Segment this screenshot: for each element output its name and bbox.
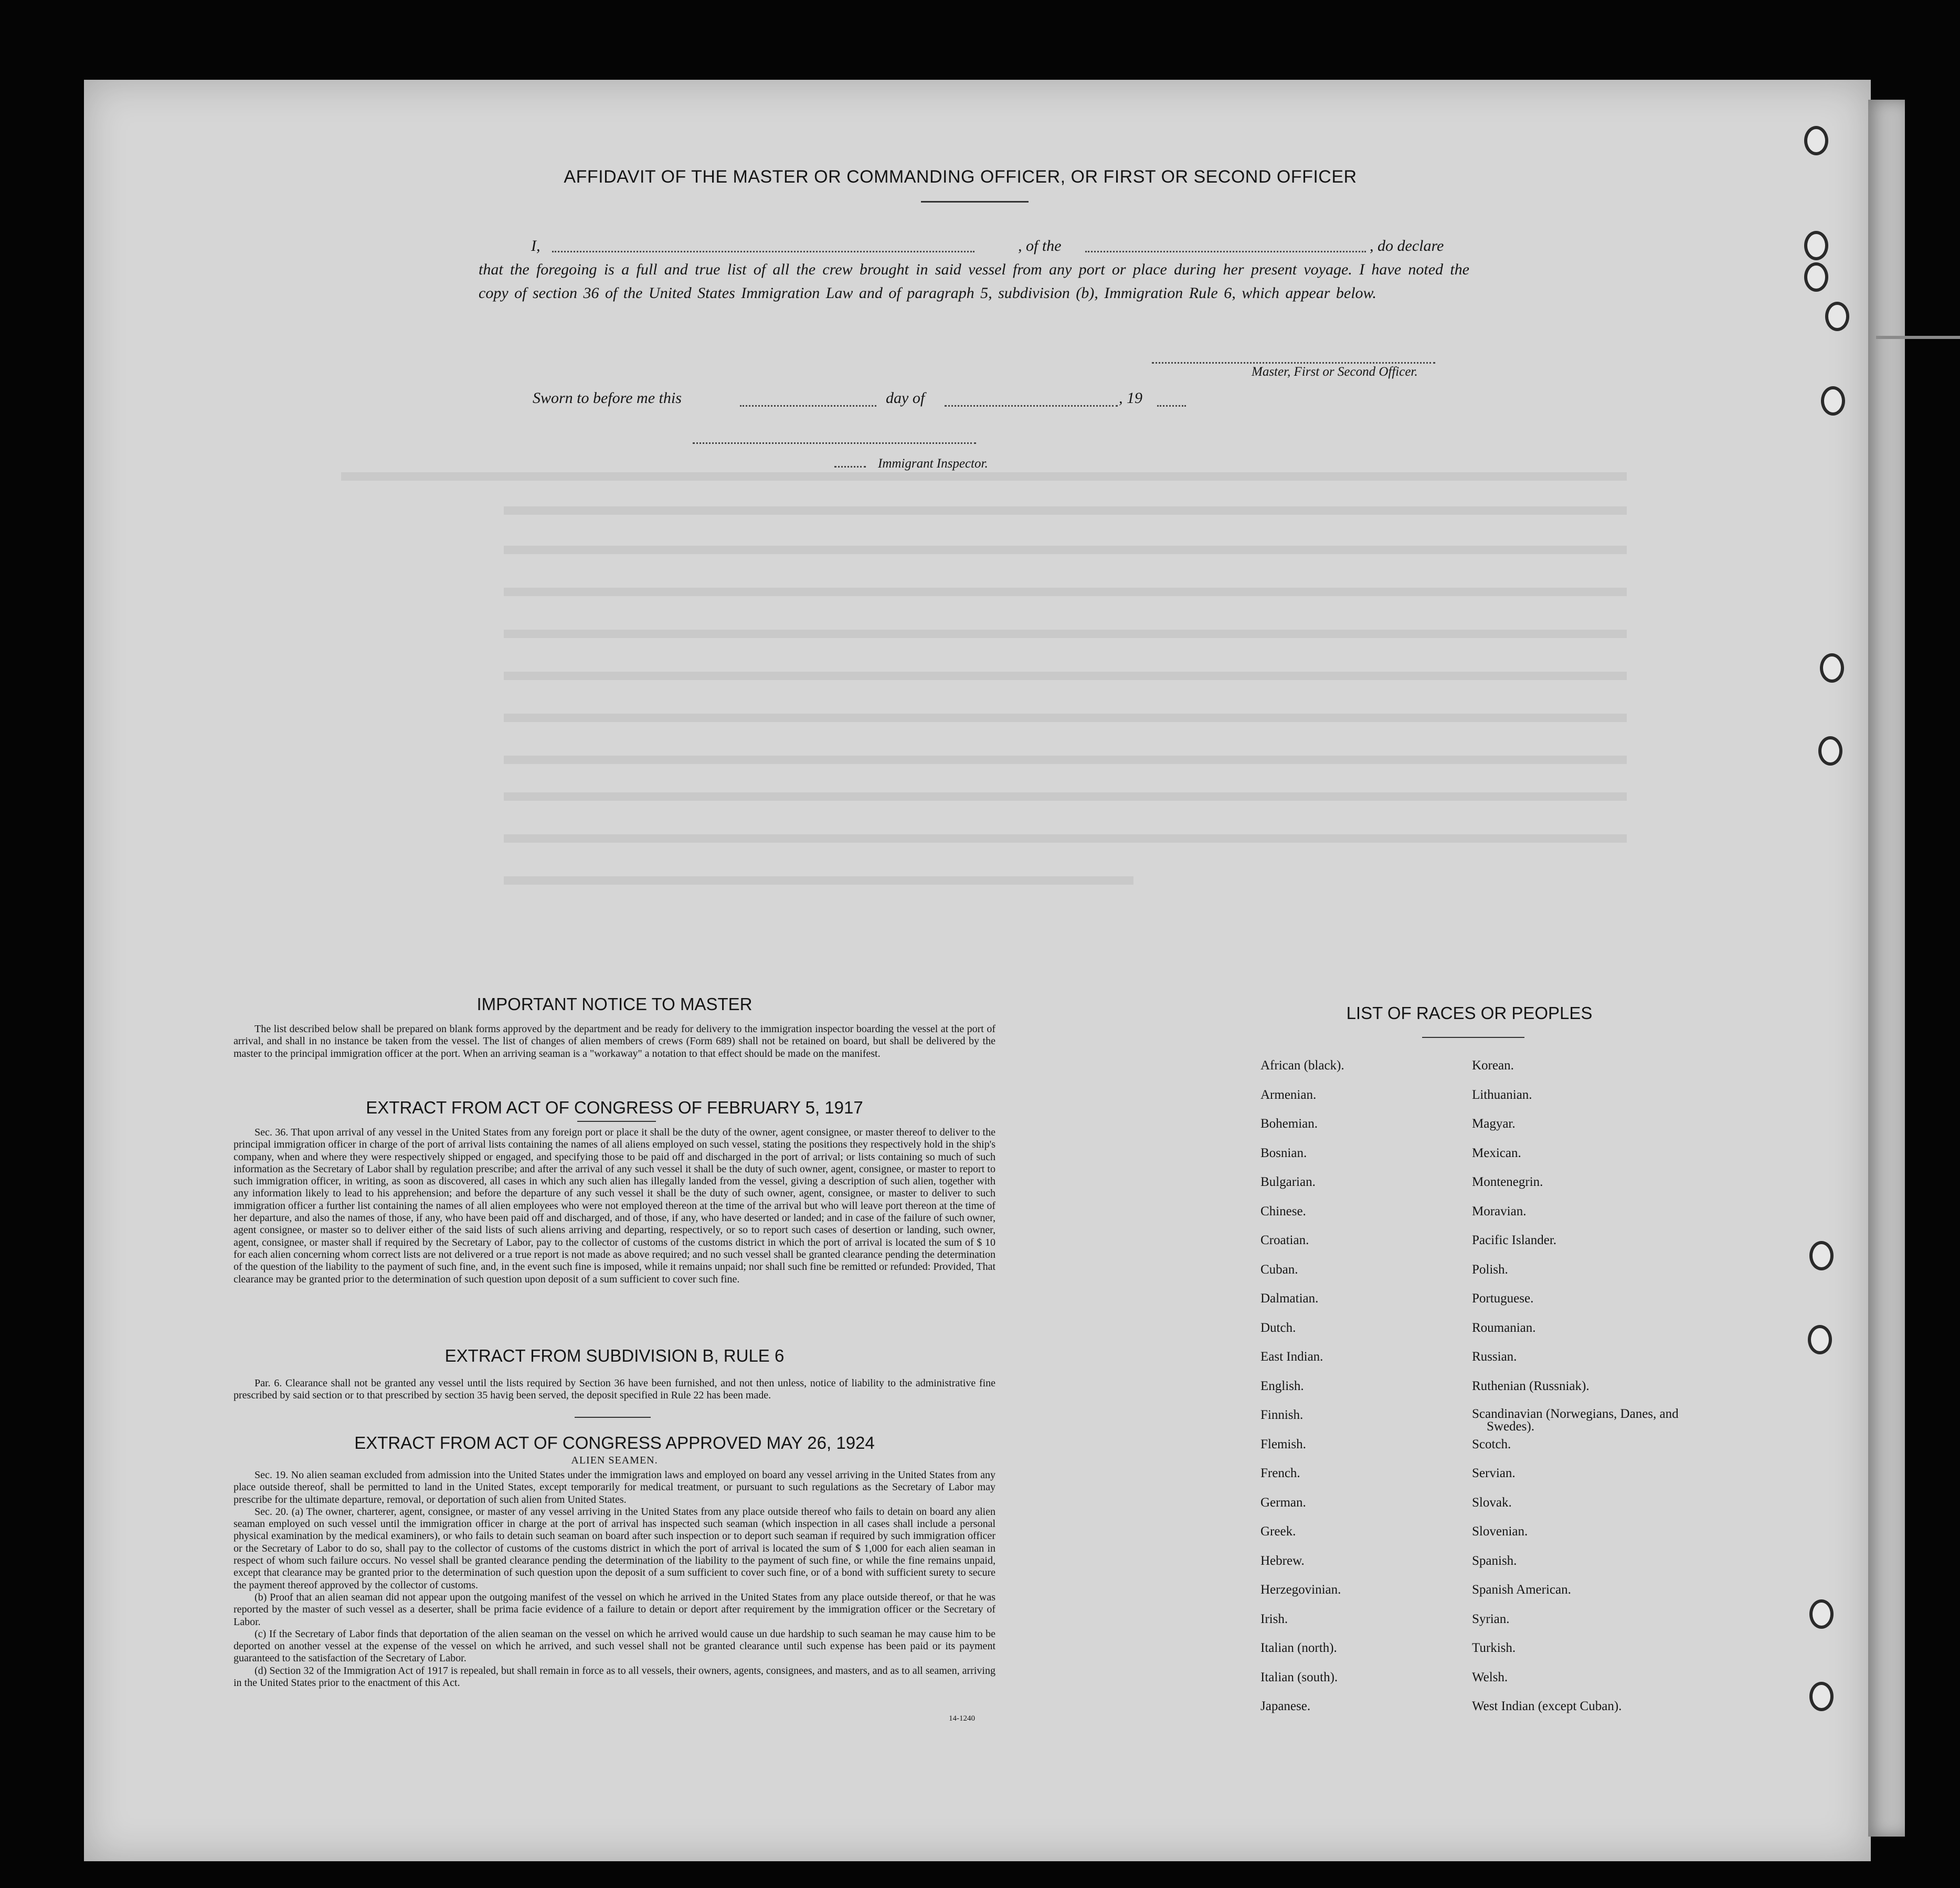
race-item: Servian. bbox=[1472, 1466, 1516, 1480]
race-item: Syrian. bbox=[1472, 1611, 1510, 1626]
extract-1917-body: Sec. 36. That upon arrival of any vessel in the United States from any foreign port or place it shall be the duty of the owner, agent consignee, or master thereof to deliver to the principal immigration officer in charge of the port of arrival lists containing the names of all aliens employed on such vessel, stating the positions they respectively hold in the ship's company, when and where they were respectively shipped or engaged, and specifying those to be paid off and discharged in the port of arrival; or lists containing so much of such information as the Secretary of Labor shall by regulation prescribe; and after the arrival of any such vessel it shall be the duty of such owner, agent, consignee, or master to report to such immigration officer, in writing, as soon as discovered, all cases in which any such alien has illegally landed from the vessel, giving a description of such alien, together with any information likely to lead to his apprehension; and before the departure of any such vessel it shall be the duty of such owner, agent, consignee, or master to deliver to such immigration officer a further list containing the names of all alien employees who were not employed thereon at the time of the arrival but who will leave port thereon at the time of her departure, and also the names of those, if any, who have been paid off and discharged, and of those, if any, who have deserted or landed; and in case of the failure of such owner, agent consignee, or master so to deliver either of the said lists of such aliens arriving and departing, respectively, or so to report such cases of desertion or landing, such owner, agent, consignee, or master shall if required by the Secretary of Labor, pay to the collector of customs of the customs district in which the port of arrival is located the sum of $ 10 for each alien concerning whom correct lists are not delivered or a true report is not made as above required; and no such vessel shall be granted clearance pending the determination of the question of the liability to the payment of such fine, and, in the event such fine is imposed, while it remains unpaid; nor shall such fine be remitted or refunded: Provided, That clearance may be granted prior to the determination of such question upon deposit of a sum sufficient to cover such fine. bbox=[234, 1127, 995, 1285]
binder-hole-icon bbox=[1809, 1682, 1834, 1711]
notice-title: IMPORTANT NOTICE TO MASTER bbox=[476, 994, 753, 1014]
extract-1924-subtitle: ALIEN SEAMEN. bbox=[571, 1455, 658, 1466]
race-item: Slovenian. bbox=[1472, 1524, 1528, 1539]
extract-rule6-body: Par. 6. Clearance shall not be granted any vessel until the lists required by Section 36 have been furnished, and not then unless, notice of liability to the administrative fine prescribed by said section or to that prescribed by section 35 havig been served, the deposit specified in Rule 22 has been made. bbox=[234, 1377, 995, 1402]
race-item: Greek. bbox=[1260, 1524, 1296, 1539]
race-item: Finnish. bbox=[1260, 1408, 1304, 1422]
race-item: Hebrew. bbox=[1260, 1553, 1305, 1568]
race-item: Chinese. bbox=[1260, 1204, 1306, 1218]
race-item: Bosnian. bbox=[1260, 1145, 1307, 1160]
race-item: Slovak. bbox=[1472, 1495, 1512, 1510]
race-item: Scandinavian (Norwegians, Danes, and Swedes). bbox=[1472, 1407, 1679, 1434]
affidavit-i-label: I, bbox=[531, 237, 541, 254]
race-item: Japanese. bbox=[1260, 1699, 1311, 1713]
affidavit-title: AFFIDAVIT OF THE MASTER OR COMMANDING OFFICER, OR FIRST OR SECOND OFFICER bbox=[564, 167, 1357, 187]
race-item: Mexican. bbox=[1472, 1145, 1521, 1160]
title-rule bbox=[921, 201, 1029, 203]
sworn-label: Sworn to before me this bbox=[533, 389, 682, 407]
race-item: English. bbox=[1260, 1378, 1304, 1393]
race-item: Polish. bbox=[1472, 1262, 1508, 1277]
bleed-through bbox=[341, 472, 1627, 481]
race-item: Bohemian. bbox=[1260, 1117, 1318, 1131]
race-item: Italian (south). bbox=[1260, 1670, 1338, 1684]
race-item: Dalmatian. bbox=[1260, 1291, 1319, 1306]
vessel-name-field[interactable] bbox=[1085, 251, 1366, 252]
race-item: German. bbox=[1260, 1495, 1306, 1510]
binder-hole-icon bbox=[1808, 1325, 1832, 1354]
race-item: West Indian (except Cuban). bbox=[1472, 1699, 1622, 1713]
races-title: LIST OF RACES OR PEOPLES bbox=[1346, 1003, 1593, 1023]
extract-1924-title: EXTRACT FROM ACT OF CONGRESS APPROVED MAY 26, 1924 bbox=[354, 1433, 875, 1452]
race-item: East Indian. bbox=[1260, 1350, 1323, 1364]
year-label: , 19 bbox=[1119, 389, 1142, 407]
form-number: 14-1240 bbox=[949, 1714, 975, 1723]
binder-hole-icon bbox=[1809, 1599, 1834, 1629]
race-item: Cuban. bbox=[1260, 1262, 1298, 1277]
race-item: Lithuanian. bbox=[1472, 1087, 1532, 1102]
binder-hole-icon bbox=[1820, 653, 1844, 683]
master-signature-label: Master, First or Second Officer. bbox=[1252, 365, 1418, 379]
race-item: Welsh. bbox=[1472, 1670, 1508, 1684]
binder-hole-icon bbox=[1804, 231, 1828, 260]
binder-hole-icon bbox=[1809, 1241, 1834, 1270]
sworn-year-field[interactable] bbox=[1157, 405, 1186, 407]
day-of-label: day of bbox=[886, 389, 925, 407]
sworn-month-field[interactable] bbox=[945, 405, 1118, 407]
races-right-column bbox=[1472, 1058, 1698, 1728]
race-item: Armenian. bbox=[1260, 1087, 1317, 1102]
bleed-through bbox=[504, 876, 1133, 885]
bleed-through bbox=[504, 792, 1627, 801]
affidavit-body: that the foregoing is a full and true list of all the crew brought in said vessel from any port or place during her present voyage. I have noted the copy of section 36 of the United States Immigration Law and of paragraph 5, subdivision (b), Immigration Rule 6, which appear below. bbox=[479, 261, 1469, 302]
races-left-column bbox=[1260, 1058, 1449, 1728]
extract-rule6-title: EXTRACT FROM SUBDIVISION B, RULE 6 bbox=[444, 1346, 785, 1365]
inspector-label: Immigrant Inspector. bbox=[878, 457, 988, 471]
section-rule bbox=[577, 1121, 656, 1122]
master-name-field[interactable] bbox=[552, 251, 974, 252]
affidavit-declare-label: , do declare bbox=[1370, 237, 1444, 254]
bleed-through bbox=[504, 756, 1627, 764]
bleed-through bbox=[504, 506, 1627, 515]
race-item: Ruthenian (Russniak). bbox=[1472, 1378, 1590, 1393]
race-item: Bulgarian. bbox=[1260, 1175, 1316, 1189]
page-edge bbox=[1868, 100, 1905, 1837]
race-item: Spanish American. bbox=[1472, 1583, 1571, 1597]
race-item: Roumanian. bbox=[1472, 1320, 1536, 1335]
bleed-through bbox=[504, 588, 1627, 596]
race-item: Dutch. bbox=[1260, 1320, 1296, 1335]
race-item: Turkish. bbox=[1472, 1641, 1516, 1655]
bleed-through bbox=[504, 630, 1627, 638]
inspector-signature-dots bbox=[834, 466, 866, 468]
binder-hole-icon bbox=[1804, 126, 1828, 155]
race-item: Pacific Islander. bbox=[1472, 1233, 1557, 1247]
binder-hole-icon bbox=[1818, 736, 1842, 766]
binder-hole-icon bbox=[1804, 262, 1828, 292]
paragraph-sec20a: Sec. 20. (a) The owner, charterer, agent, consignee, or master of any vessel arriving in the United States from any place outside thereof who fails to detain on board any alien seaman employed on such vessel until the immigration officer in charge at the port of arrival has inspected such seaman (which inspection in all cases shall include a personal physical examination by the medical examiners), or who fails to detain such seaman on board after such inspection or to deport such seaman if required by such immigration officer or the Secretary of Labor to do so, shall pay to the collector of customs of the customs district in which the port of arrival is located the sum of $ 1,000 for each alien seaman in respect of whom such failure occurs. No vessel shall be granted clearance pending the determination of the liability to the payment of such fine, or while the fine remains unpaid, except that clearance may be granted prior to the determination of such question upon the deposit of a sum sufficient to cover such fine, or of a bond with sufficient surety to secure the payment thereof approved by the collector of customs. bbox=[234, 1505, 995, 1591]
race-item: Italian (north). bbox=[1260, 1641, 1337, 1655]
race-item: French. bbox=[1260, 1466, 1300, 1480]
binder-hole-icon bbox=[1825, 302, 1849, 331]
race-item: Spanish. bbox=[1472, 1553, 1517, 1568]
paragraph-sec19: Sec. 19. No alien seaman excluded from admission into the United States under the immigration laws and employed on board any vessel arriving in the United States from any place outside thereof, shall be permitted to land in the United States, except temporarily for medical treatment, or pursuant to such regulations as the Secretary of Labor may prescribe for the ultimate departure, removal, or deportation of such alien from United States. bbox=[234, 1469, 995, 1505]
section-rule bbox=[575, 1417, 651, 1418]
paragraph-sec20d: (d) Section 32 of the Immigration Act of 1917 is repealed, but shall remain in force as to all vessels, their owners, agents, consignees, and masters, and as to all seamen, arriving in the United States prior to the enactment of this Act. bbox=[234, 1664, 995, 1689]
race-item: Korean. bbox=[1472, 1058, 1514, 1073]
extract-1924-body bbox=[234, 1469, 995, 1689]
notice-body: The list described below shall be prepared on blank forms approved by the department and be ready for delivery to the immigration inspector boarding the vessel at the port of arrival, and shall in no instance be taken from the vessel. The list of changes of alien members of crews (Form 689) shall not be retained on board, but shall be delivered by the master to the principal immigration officer at the port. When an arriving seaman is a "workaway" a notation to that effect should be made on the manifest. bbox=[234, 1023, 995, 1059]
race-item: Croatian. bbox=[1260, 1233, 1309, 1247]
bleed-through bbox=[504, 714, 1627, 722]
page-edge-line bbox=[1876, 336, 1960, 339]
races-rule bbox=[1422, 1037, 1524, 1038]
race-item: Magyar. bbox=[1472, 1117, 1516, 1131]
race-item: African (black). bbox=[1260, 1058, 1344, 1073]
bleed-through bbox=[504, 672, 1627, 680]
master-signature-field[interactable] bbox=[1152, 362, 1435, 364]
bleed-through bbox=[504, 546, 1627, 554]
race-item: Portuguese. bbox=[1472, 1291, 1534, 1306]
inspector-signature-line[interactable] bbox=[693, 442, 976, 444]
race-item: Russian. bbox=[1472, 1350, 1517, 1364]
race-item: Moravian. bbox=[1472, 1204, 1527, 1218]
race-item: Flemish. bbox=[1260, 1437, 1306, 1451]
extract-1917-title: EXTRACT FROM ACT OF CONGRESS OF FEBRUARY 5, 1917 bbox=[366, 1098, 863, 1117]
binder-hole-icon bbox=[1821, 386, 1845, 416]
paragraph-sec20c: (c) If the Secretary of Labor finds that deportation of the alien seaman on the vessel on which he arrived would cause un due hardship to such seaman he may cause him to be deported on another vessel at the expense of the vessel on which he arrived, and such vessel shall not be granted clearance until such expense has been paid or its payment guaranteed to the satisfaction of the Secretary of Labor. bbox=[234, 1628, 995, 1664]
race-item: Irish. bbox=[1260, 1611, 1288, 1626]
race-item: Montenegrin. bbox=[1472, 1175, 1543, 1189]
sworn-day-field[interactable] bbox=[740, 405, 876, 407]
race-item: Herzegovinian. bbox=[1260, 1583, 1341, 1597]
bleed-through bbox=[504, 834, 1627, 843]
affidavit-of-the-label: , of the bbox=[1018, 237, 1062, 254]
race-item: Scotch. bbox=[1472, 1437, 1511, 1451]
paragraph-sec20b: (b) Proof that an alien seaman did not appear upon the outgoing manifest of the vessel on which he arrived in the United States from any place outside thereof, or that he was reported by the master of such vessel as a deserter, shall be prima facie evidence of a failure to detain or deport after requirement by the immigration officer or the Secretary of Labor. bbox=[234, 1591, 995, 1628]
